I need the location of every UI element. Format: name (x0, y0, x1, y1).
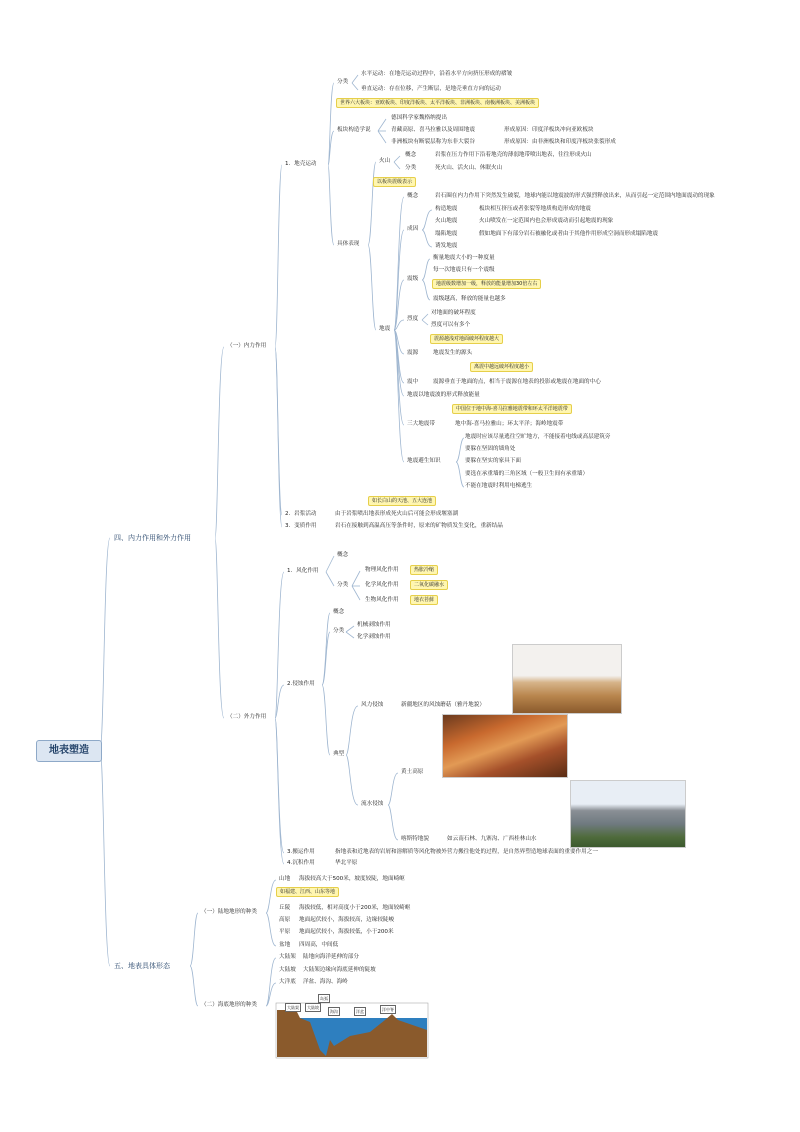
six-plates-tag: 世界六大板块：亚欧板块、印度洋板块、太平洋板块、非洲板块、南极洲板块、美洲板块 (336, 98, 539, 108)
earthquake-node[interactable]: 地震 (379, 326, 391, 332)
magnitude-3-tag: 地震级数增加一级，释放的能量增加30倍左右 (432, 279, 541, 289)
volcano-class-text: 死火山、活火山、休眠火山 (435, 165, 503, 171)
volcano-class-label: 分类 (405, 165, 417, 171)
intensity-node[interactable]: 烈度 (407, 316, 419, 322)
volcano-concept-text: 岩浆在压力作用下沿着地壳的薄弱地带喷出地表，往往形成火山 (435, 152, 592, 158)
epicenter-tag: 离震中越远破坏程度越小 (470, 362, 533, 372)
chemical-weathering: 化学风化作用 (365, 582, 399, 588)
slope-text: 大陆架边缘向海底延伸的陡坡 (303, 967, 376, 973)
physical-weathering-tag: 热胀冷缩 (410, 565, 438, 575)
plateau-label: 高原 (279, 917, 291, 923)
eq-cause-node[interactable]: 成因 (407, 226, 419, 232)
plate-himalaya-cause: 形成原因：印度洋板块冲向亚欧板块 (504, 127, 594, 133)
diagram-label-island: 岛弧 (320, 996, 328, 1001)
metamorphism-text: 岩石在接触到高温高压等条件时，原来的矿物质发生变化，重新结晶 (335, 523, 503, 529)
magnitude-node[interactable]: 震级 (407, 276, 419, 282)
eq-concept-label: 概念 (407, 193, 419, 199)
crust-movement-node[interactable]: 1．地壳运动 (285, 161, 317, 167)
chemical-weathering-tag: 二氧化碳融水 (410, 580, 448, 590)
mechanical-erosion: 机械剥蚀作用 (357, 622, 391, 628)
ocean-floor-text: 洋盆、海沟、海岭 (303, 979, 348, 985)
biological-weathering: 生物风化作用 (365, 597, 399, 603)
hill-label: 丘陵 (279, 905, 291, 911)
shelf-text: 陆地向海洋延伸的部分 (303, 954, 359, 960)
hill-tag: 如福建、江西、山东等地 (276, 887, 339, 897)
root-node[interactable]: 地表塑造 (36, 740, 102, 762)
section-5-node[interactable]: 五、地表具体形态 (114, 962, 170, 970)
erosion-concept-label: 概念 (333, 609, 345, 615)
ocean-floor-label: 大洋底 (279, 979, 296, 985)
eq-wave: 地震以地震波的形式释放能量 (407, 392, 480, 398)
plain-label: 平原 (279, 929, 291, 935)
tectonic-eq-text: 板块相互挤压或者张裂等地质构造形成的地震 (479, 206, 591, 212)
volcanic-eq-text: 火山喷发在一定范围内也会形成震动而引起地震的现象 (479, 218, 614, 224)
weathering-node[interactable]: 1．风化作用 (287, 568, 319, 574)
weathering-class-node[interactable]: 分类 (337, 582, 349, 588)
typical-node[interactable]: 典型 (333, 751, 345, 757)
mountain-label: 山地 (279, 876, 291, 882)
erosion-class-node[interactable]: 分类 (333, 628, 345, 634)
eq-belt-tag: 中国位于地中海-喜马拉雅地震带和环太平洋地震带 (452, 404, 572, 414)
focus-text: 地震发生的源头 (433, 350, 473, 356)
concrete-node[interactable]: 具体表现 (337, 241, 360, 247)
escape-node[interactable]: 地震避生知识 (407, 458, 441, 464)
collapse-eq-text: 假如地面下有部分岩石被融化或者由于其他作用形成空洞而形成塌陷地震 (479, 231, 659, 237)
diagram-label-ridge: 洋中脊 (382, 1007, 394, 1012)
volcano-node[interactable]: 火山 (379, 158, 391, 164)
karst-text: 如云南石林、九寨沟、广西桂林山水 (447, 836, 537, 842)
hill-text: 海拔较低，相对高度小于200米，地面较崎岖 (299, 905, 411, 911)
epicenter-node[interactable]: 震中 (407, 379, 419, 385)
erosion-node[interactable]: 2.侵蚀作用 (287, 681, 315, 687)
plate-himalaya: 青藏高原、喜马拉雅以及周围地震 (391, 127, 475, 133)
diagram-label-shelf: 大陆架 (287, 1005, 299, 1010)
physical-weathering: 物理风化作用 (365, 567, 399, 573)
metamorphism-node[interactable]: 3．变质作用 (285, 523, 317, 529)
mountain-text: 海拔较高大于500米，坡度较陡，地面崎岖 (299, 876, 405, 882)
water-erosion-node[interactable]: 流水侵蚀 (361, 801, 384, 807)
diagram-label-slope: 大陆坡 (307, 1005, 319, 1010)
induced-eq: 诱发地震 (435, 243, 458, 249)
land-types-node[interactable]: （一）陆地地形的种类 (201, 909, 257, 915)
karst-node: 喀斯特地貌 (401, 836, 429, 842)
wind-erosion-text: 新疆地区的风蚀蘑菇（雅丹地貌） (401, 702, 485, 708)
transport-text: 指地表和近地表的岩屑和溶解质等风化物被外营力搬往他处的过程，是自然界塑造地球表面的重要作用之一 (335, 849, 598, 855)
outer-force-node[interactable]: （二）外力作用 (227, 714, 267, 720)
plate-rift: 非洲板块有断裂层称为东非大裂谷 (391, 139, 475, 145)
escape-3: 要躲在坚实的家具下面 (465, 458, 521, 464)
loess-photo (442, 714, 568, 778)
deposition-text: 华北平原 (335, 860, 358, 866)
plate-proposer: 德国科学家魏格纳提出 (391, 115, 447, 121)
weathering-concept-label: 概念 (337, 552, 349, 558)
magnitude-2: 每一次地震只有一个震级 (433, 267, 495, 273)
plain-text: 地面起伏较小，海拔较低，小于200米 (299, 929, 394, 935)
sea-types-node[interactable]: （二）海底地形的种类 (201, 1002, 257, 1008)
magnitude-4: 震级越高，释放的能量也越多 (433, 296, 506, 302)
chemical-erosion: 化学剥蚀作用 (357, 634, 391, 640)
loess-node: 黄土高原 (401, 769, 424, 775)
plate-rift-cause: 形成原因：由非洲板块和印度洋板块张裂形成 (504, 139, 616, 145)
plate-theory-node[interactable]: 板块构造学说 (337, 127, 371, 133)
section-4-node[interactable]: 四、内力作用和外力作用 (114, 534, 191, 542)
slope-label: 大陆坡 (279, 967, 296, 973)
karst-photo (570, 780, 686, 848)
tectonic-eq: 构造地震 (435, 206, 458, 212)
basin-label: 盆地 (279, 942, 291, 948)
yardang-photo (512, 644, 622, 714)
volcanic-eq: 火山地震 (435, 218, 458, 224)
crust-class-node[interactable]: 分类 (337, 79, 349, 85)
diagram-label-trench: 海沟 (330, 1009, 338, 1014)
diagram-label-basin: 洋盆 (356, 1009, 364, 1014)
collapse-eq: 塌陷地震 (435, 231, 458, 237)
magma-node[interactable]: 2．岩浆活动 (285, 511, 317, 517)
horizontal-movement: 水平运动：在地壳运动过程中，沿着水平方向挤压形成的褶皱 (361, 71, 513, 77)
epicenter-text: 震源垂直于地面的点，相当于震源在地表的投影或地震在地面的中心 (433, 379, 601, 385)
eq-belts-text: 地中海-喜马拉雅山；环太平洋；海岭地震带 (455, 421, 564, 427)
escape-4: 要选在承重墙的三角区域（一般卫生间有承重墙） (465, 471, 589, 477)
eq-belts-node[interactable]: 三大地震带 (407, 421, 435, 427)
deposition-node[interactable]: 4.沉积作用 (287, 860, 315, 866)
magma-tag: 如长白山的天池、五大连池 (368, 496, 436, 506)
shelf-label: 大陆架 (279, 954, 296, 960)
eq-magnitude-tag: 以板块震级表示 (373, 177, 416, 187)
wind-erosion-node[interactable]: 风力侵蚀 (361, 702, 384, 708)
escape-5: 不能在地震时利用电梯逃生 (465, 483, 533, 489)
plateau-text: 地面起伏较小，海拔较高，边缘较陡峻 (299, 917, 395, 923)
intensity-3-tag: 震源越浅对地面破坏程度越大 (430, 334, 503, 344)
escape-2: 要躲在坚固的墙角处 (465, 446, 516, 452)
eq-concept-text: 岩石圈在内力作用下突然发生破裂，地球内能以地震波的形式强烈释放出来，从而引起一定范围内地面震动的现象 (435, 193, 715, 199)
focus-node[interactable]: 震源 (407, 350, 419, 356)
inner-force-node[interactable]: （一）内力作用 (227, 343, 267, 349)
intensity-1: 对地面的破坏程度 (431, 310, 476, 316)
escape-1: 地震时应该尽量逃往空旷地方，不能接着电线或高层建筑旁 (465, 434, 611, 440)
magma-text: 由于岩浆喷出地表形成死火山后可能会形成堰塞湖 (335, 511, 459, 517)
basin-text: 四周高，中间低 (299, 942, 339, 948)
intensity-2: 烈度可以有多个 (431, 322, 471, 328)
magnitude-1: 衡量地震大小的一种度量 (433, 255, 495, 261)
vertical-movement: 垂直运动：存在位移，产生断层，是地壳垂直方向的运动 (361, 86, 501, 92)
transport-node[interactable]: 3.搬运作用 (287, 849, 315, 855)
volcano-concept-label: 概念 (405, 152, 417, 158)
biological-weathering-tag: 地衣苔藓 (410, 595, 438, 605)
